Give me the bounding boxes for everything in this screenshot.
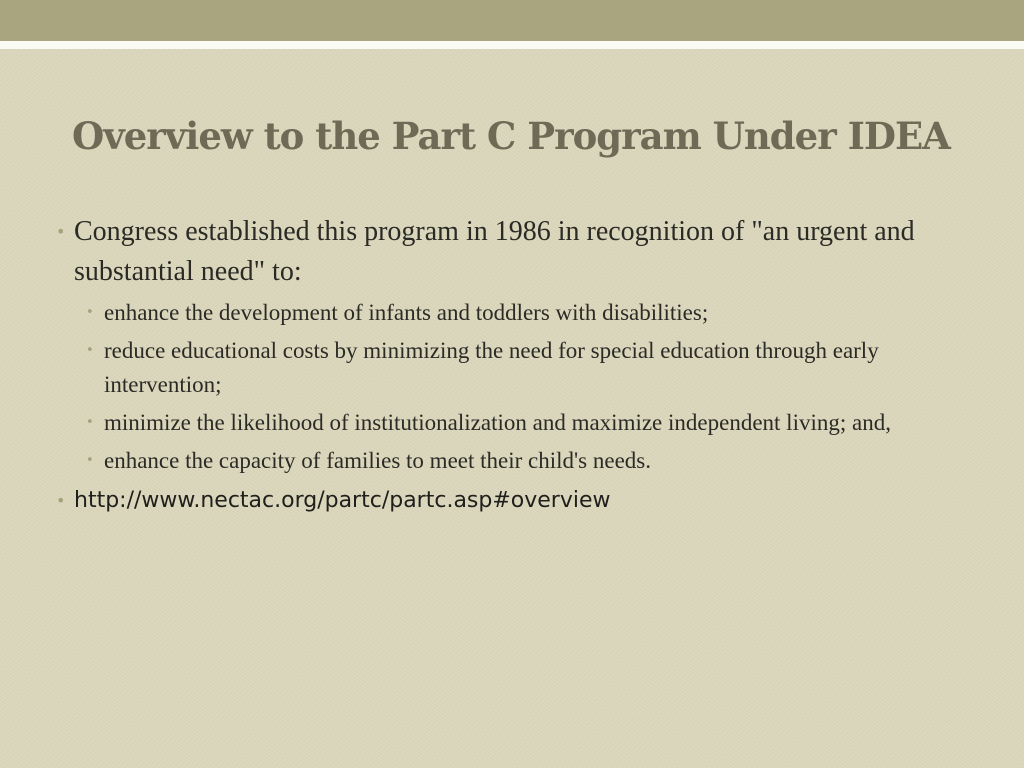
bullet-dot-icon: • (86, 415, 94, 430)
sub-bullet-text: enhance the capacity of families to meet their child's needs. (104, 448, 651, 473)
bullet-dot-icon: • (86, 305, 94, 320)
sub-bullet-text: reduce educational costs by minimizing the need for special education through early intervention; (104, 338, 879, 397)
top-decor-band (0, 0, 1024, 41)
bullet-dot-icon: • (86, 343, 94, 358)
sub-bullet-text: minimize the likelihood of institutionalization and maximize independent living; and, (104, 410, 891, 435)
bullet-dot-icon: • (56, 222, 66, 241)
sub-bullet-institutionalization (84, 406, 974, 440)
bullet-congress (54, 212, 974, 292)
bullet-dot-icon: • (86, 453, 94, 468)
source-url-link[interactable]: http://www.nectac.org/partc/partc.asp#overview (74, 488, 611, 513)
sub-bullet-costs (84, 334, 974, 402)
sub-bullet-development (84, 296, 974, 330)
top-decor-rule (0, 41, 1024, 49)
sub-bullet-families (84, 444, 974, 478)
bullet-dot-icon: • (56, 491, 66, 510)
sub-bullet-text: enhance the development of infants and toddlers with disabilities; (104, 300, 709, 325)
bullet-text: Congress established this program in 1986 in recognition of "an urgent and substantial need" to: (74, 216, 915, 287)
slide-title: Overview to the Part C Program Under IDEA (72, 114, 950, 158)
slide-body (54, 212, 974, 518)
bullet-source-url[interactable] (54, 484, 974, 518)
